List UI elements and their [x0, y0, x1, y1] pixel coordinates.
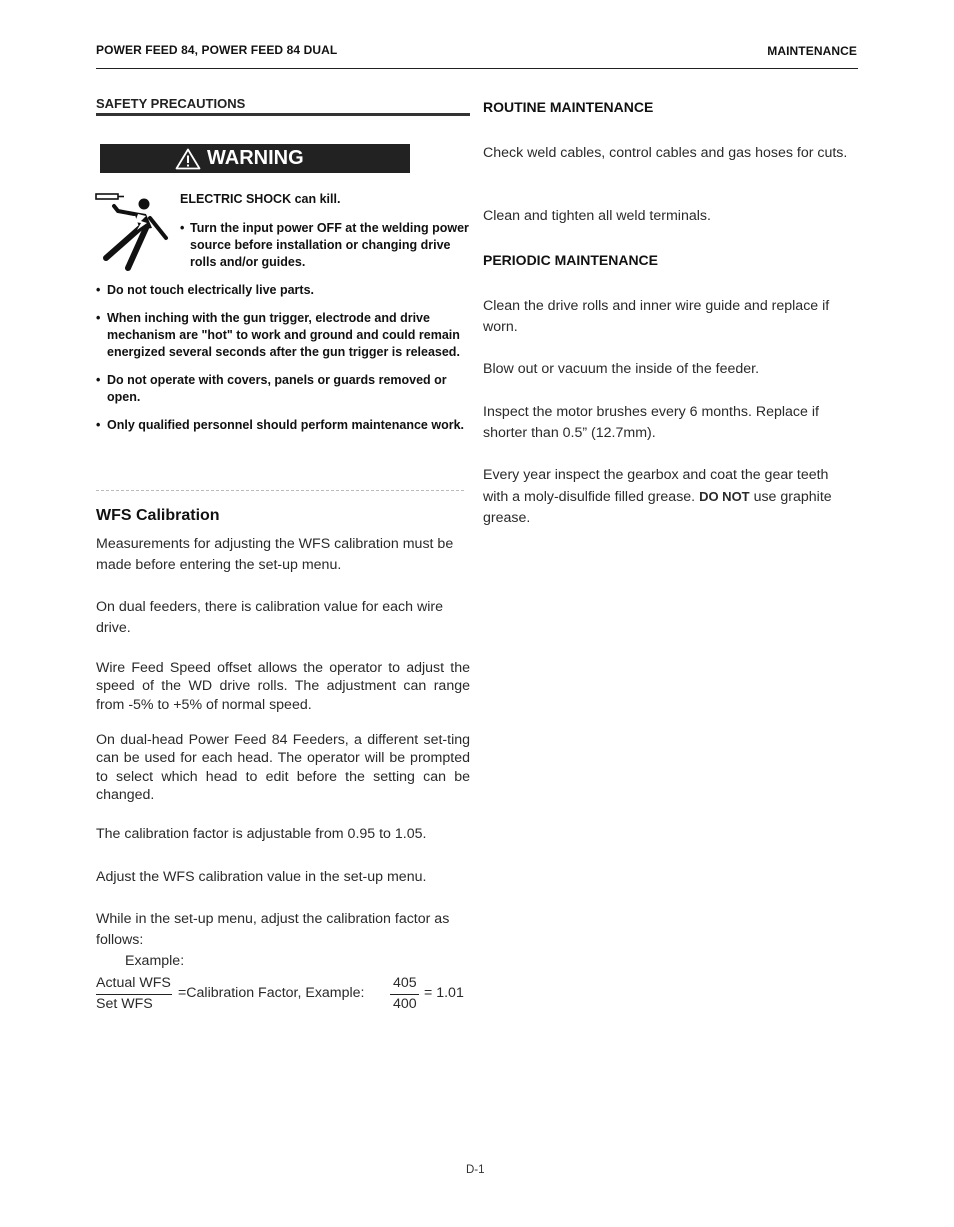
- list-item: • Do not operate with covers, panels or guards removed or open.: [96, 373, 447, 404]
- shock-bullet-text: Turn the input power OFF at the welding power source before installation or changing drive rolls and/or guides.: [190, 221, 469, 269]
- wfs-paragraph-3: Wire Feed Speed offset allows the operator to adjust the speed of the WD drive rolls. The adjustment can range from -5% to +5% of normal speed.: [96, 660, 470, 713]
- formula-denominator: Set WFS: [96, 996, 153, 1012]
- example-fraction-bar: [390, 994, 419, 995]
- page-number: D-1: [466, 1164, 485, 1176]
- warning-triangle-icon: [175, 148, 201, 170]
- wfs-paragraph-2: On dual feeders, there is calibration value for each wire drive.: [96, 599, 443, 636]
- periodic-paragraph-4: Every year inspect the gearbox and coat the gear teeth with a moly-disulfide filled grease. DO NOT use graphite grease.: [483, 467, 832, 526]
- example-result: = 1.01: [424, 985, 464, 1001]
- formula-numerator: Actual WFS: [96, 975, 171, 991]
- do-not-emphasis: DO NOT: [699, 489, 750, 504]
- header-section: MAINTENANCE: [767, 44, 857, 58]
- list-item: • When inching with the gun trigger, electrode and drive mechanism are "hot" to work and ground and could remain energized several seconds after the gun trigger is released.: [96, 311, 460, 359]
- routine-paragraph-2: Clean and tighten all weld terminals.: [483, 208, 711, 224]
- wfs-paragraph-1: Measurements for adjusting the WFS calibration must be made before entering the set-up menu.: [96, 536, 454, 573]
- warning-label: WARNING: [207, 147, 304, 169]
- example-numerator: 405: [393, 975, 417, 991]
- formula-equals: =Calibration Factor, Example:: [178, 985, 365, 1001]
- section-divider: [96, 490, 464, 491]
- wfs-paragraph-6: Adjust the WFS calibration value in the set-up menu.: [96, 869, 427, 885]
- wfs-paragraph-5: The calibration factor is adjustable from 0.95 to 1.05.: [96, 826, 427, 842]
- example-label: Example:: [125, 953, 185, 969]
- periodic-paragraph-3: Inspect the motor brushes every 6 months. Replace if shorter than 0.5” (12.7mm).: [483, 404, 819, 441]
- routine-paragraph-1: Check weld cables, control cables and gas hoses for cuts.: [483, 145, 848, 161]
- wfs-paragraph-7: While in the set-up menu, adjust the calibration factor as follows:: [96, 911, 450, 948]
- shock-bullet: • Turn the input power OFF at the welding power source before installation or changing drive rolls and/or guides.: [180, 221, 469, 269]
- header-rule: [96, 68, 858, 69]
- example-denominator: 400: [393, 996, 417, 1012]
- list-item: • Do not touch electrically live parts.: [96, 283, 315, 297]
- safety-title: SAFETY PRECAUTIONS: [96, 96, 470, 116]
- wfs-title: WFS Calibration: [96, 507, 220, 524]
- warning-banner: [100, 144, 410, 173]
- periodic-paragraph-2: Blow out or vacuum the inside of the feeder.: [483, 361, 760, 377]
- electric-shock-icon: [94, 192, 174, 277]
- formula-fraction-bar: [96, 994, 172, 995]
- wfs-paragraph-4: On dual-head Power Feed 84 Feeders, a different set-ting can be used for each head. The operator will be prompted to select which head to edit before the setting can be changed.: [96, 732, 470, 803]
- periodic-paragraph-1: Clean the drive rolls and inner wire guide and replace if worn.: [483, 298, 830, 335]
- routine-title: ROUTINE MAINTENANCE: [483, 99, 654, 115]
- periodic-title: PERIODIC MAINTENANCE: [483, 252, 659, 268]
- shock-title: ELECTRIC SHOCK can kill.: [180, 192, 341, 206]
- list-item: • Only qualified personnel should perform maintenance work.: [96, 418, 465, 432]
- safety-bullets: [96, 282, 464, 445]
- header-title: POWER FEED 84, POWER FEED 84 DUAL: [96, 43, 338, 57]
